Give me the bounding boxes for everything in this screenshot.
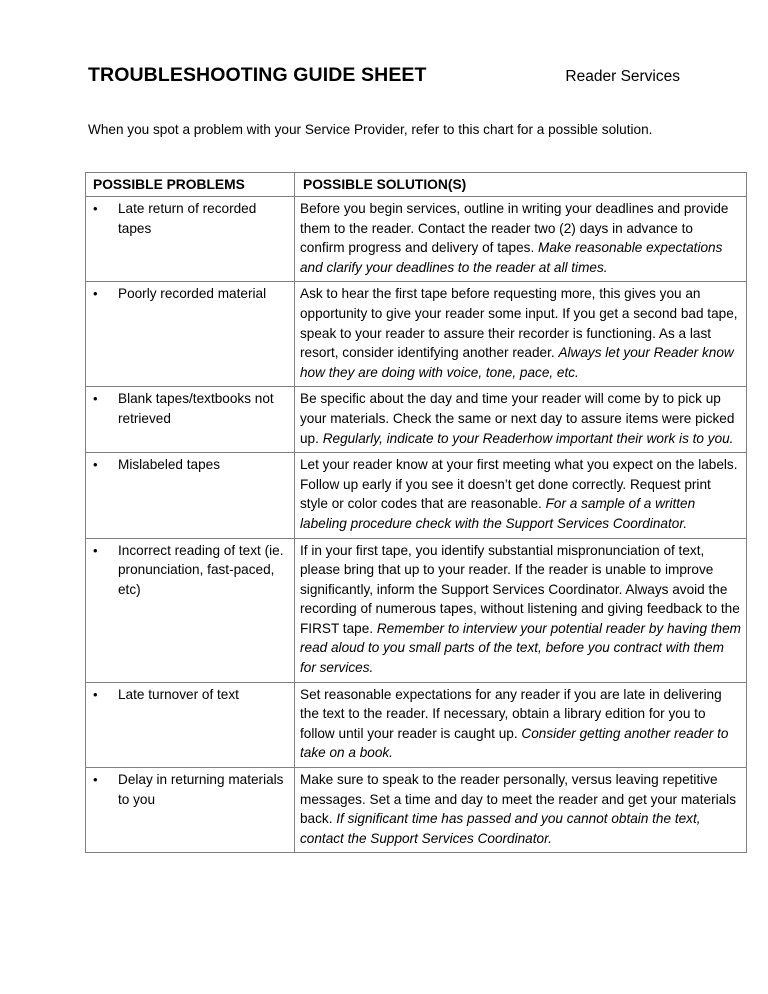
list-item xyxy=(91,284,289,304)
table-header-row xyxy=(86,173,747,197)
page-subtitle: Reader Services xyxy=(565,68,680,85)
problem-text: Late turnover of text xyxy=(118,686,239,702)
solution-cell xyxy=(295,768,747,853)
page-title: TROUBLESHOOTING GUIDE SHEET xyxy=(88,64,427,86)
solution-cell xyxy=(295,538,747,682)
table-row xyxy=(86,538,747,682)
intro-paragraph: When you spot a problem with your Service Provider, refer to this chart for a possible solution. xyxy=(88,122,653,137)
solution-text-emphasis: Remember to interview your potential reader by having them read aloud to you small parts of the text, before you contract with them for services. xyxy=(300,620,742,676)
problem-cell xyxy=(86,387,295,453)
problem-cell xyxy=(86,282,295,387)
table-row xyxy=(86,197,747,282)
bullet-icon: • xyxy=(93,686,98,702)
problem-cell xyxy=(86,453,295,538)
bullet-icon: • xyxy=(93,772,98,788)
solution-cell xyxy=(295,387,747,453)
solution-text-emphasis: Consider getting another reader to take on a book. xyxy=(300,725,729,761)
solution-text-emphasis: Make reasonable expectations and clarify your deadlines to the reader at all times. xyxy=(300,240,723,275)
table-row xyxy=(86,453,747,538)
list-item xyxy=(91,541,289,600)
problem-cell xyxy=(86,197,295,282)
table-row xyxy=(86,682,747,767)
solution-text-emphasis: If significant time has passed and you cannot obtain the text, contact the Support Services Coordinator. xyxy=(300,811,701,846)
problem-text: Blank tapes/textbooks not retrieved xyxy=(118,391,274,426)
bullet-icon: • xyxy=(93,542,98,558)
bullet-icon: • xyxy=(93,286,98,302)
solution-cell xyxy=(295,282,747,387)
problem-cell xyxy=(86,682,295,767)
list-item xyxy=(91,455,289,475)
list-item xyxy=(91,199,289,238)
solution-text-plain: Set reasonable expectations for any reader if you are late in delivering the text to the reader. If necessary, obtain a library edition for you to follow until your reader is caught up. xyxy=(300,686,722,741)
bullet-icon: • xyxy=(93,201,98,216)
solution-text-plain: Ask to hear the first tape before requesting more, this gives you an opportunity to give your reader some input. If you get a second bad tape, speak to your reader to assure their recorder is functioning. As a last resort, consider identifying another reader. xyxy=(300,286,738,361)
solution-text-plain: Before you begin services, outline in writing your deadlines and provide them to the reader. Contact the reader two (2) days in advance to confirm progress and delivery of tapes. xyxy=(300,201,729,256)
solution-text-plain: Make sure to speak to the reader personally, versus leaving repetitive messages. Set a time and day to meet the reader and get your materials back. xyxy=(300,772,736,827)
solution-text-emphasis: For a sample of a written labeling procedure check with the Support Services Coordinator. xyxy=(300,496,696,531)
table-body xyxy=(86,197,747,853)
problem-text: Late return of recorded tapes xyxy=(118,201,257,236)
column-header-solutions: POSSIBLE SOLUTION(S) xyxy=(295,173,747,197)
problem-cell xyxy=(86,538,295,682)
list-item xyxy=(91,770,289,809)
troubleshooting-table xyxy=(85,172,747,853)
bullet-icon: • xyxy=(93,391,98,407)
table-row xyxy=(86,282,747,387)
solution-cell xyxy=(295,453,747,538)
list-item xyxy=(91,389,289,428)
list-item xyxy=(91,685,289,705)
solution-text-plain: Let your reader know at your first meeting what you expect on the labels. Follow up early if you see it doesn’t get done correctly. Request print style or color codes that are reasonable. xyxy=(300,457,738,512)
solution-text-emphasis: Always let your Reader know how they are doing with voice, tone, pace, etc. xyxy=(300,345,734,380)
solution-text-plain: If in your first tape, you identify substantial mispronunciation of text, please bring that up to your reader. If the reader is unable to improve significantly, inform the Support Services Coordinator. Always avoid the recording of numerous tapes, without listening and giving feedback to the FIRST tape. xyxy=(300,542,740,636)
solution-cell xyxy=(295,682,747,767)
problem-text: Poorly recorded material xyxy=(118,286,267,302)
table-row xyxy=(86,387,747,453)
solution-text-emphasis: Regularly, indicate to your Readerhow important their work is to you. xyxy=(322,430,734,446)
solution-cell xyxy=(295,197,747,282)
table-row xyxy=(86,768,747,853)
problem-text: Mislabeled tapes xyxy=(118,457,221,473)
problem-cell xyxy=(86,768,295,853)
column-header-problems: POSSIBLE PROBLEMS xyxy=(86,173,295,197)
problem-text: Incorrect reading of text (ie. pronunciation, fast-paced, etc) xyxy=(118,542,284,597)
problem-text: Delay in returning materials to you xyxy=(118,772,284,807)
bullet-icon: • xyxy=(93,457,98,473)
solution-text-plain: Be specific about the day and time your reader will come by to pick up your materials. Check the same or next day to assure items were picked up. xyxy=(300,391,735,446)
table-header xyxy=(86,173,747,197)
document-header xyxy=(88,64,684,87)
